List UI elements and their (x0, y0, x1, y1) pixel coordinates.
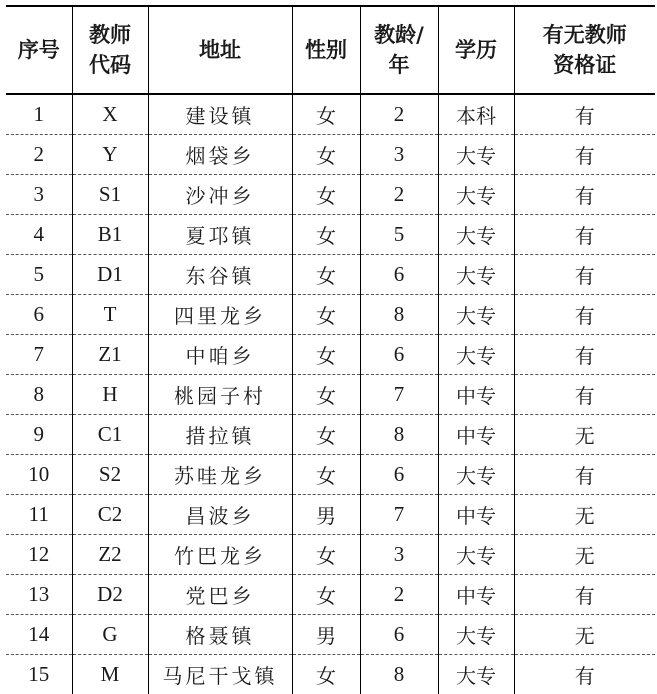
cell-address: 竹巴龙乡 (148, 535, 292, 575)
cell-address: 烟袋乡 (148, 135, 292, 175)
table-row (6, 655, 655, 694)
cell-teacher-code: S2 (72, 455, 148, 495)
cell-gender: 女 (292, 94, 360, 135)
cell-gender: 女 (292, 175, 360, 215)
table-row (6, 495, 655, 535)
table-row (6, 455, 655, 495)
cell-address: 党巴乡 (148, 575, 292, 615)
table-row (6, 615, 655, 655)
cell-teaching-years: 6 (360, 455, 438, 495)
cell-teaching-years: 2 (360, 575, 438, 615)
cell-teacher-code: T (72, 295, 148, 335)
cell-certificate: 有 (514, 655, 655, 694)
cell-teaching-years: 6 (360, 255, 438, 295)
cell-index: 8 (6, 375, 72, 415)
cell-education: 大专 (438, 215, 514, 255)
header-teaching-years (360, 6, 438, 94)
cell-index: 3 (6, 175, 72, 215)
cell-address: 苏哇龙乡 (148, 455, 292, 495)
cell-teacher-code: Z2 (72, 535, 148, 575)
header-line: 教师 (89, 23, 131, 47)
header-row (6, 6, 655, 94)
cell-teaching-years: 2 (360, 175, 438, 215)
cell-gender: 女 (292, 375, 360, 415)
cell-teaching-years: 6 (360, 615, 438, 655)
cell-teaching-years: 6 (360, 335, 438, 375)
cell-teacher-code: Z1 (72, 335, 148, 375)
cell-teaching-years: 5 (360, 215, 438, 255)
cell-gender: 女 (292, 655, 360, 694)
cell-teacher-code: X (72, 94, 148, 135)
cell-education: 大专 (438, 615, 514, 655)
cell-teacher-code: M (72, 655, 148, 694)
cell-address: 马尼干戈镇 (148, 655, 292, 694)
cell-education: 大专 (438, 135, 514, 175)
table-row (6, 175, 655, 215)
header-line: 序号 (18, 38, 60, 62)
cell-education: 中专 (438, 415, 514, 455)
cell-index: 5 (6, 255, 72, 295)
cell-certificate: 有 (514, 575, 655, 615)
table-row (6, 215, 655, 255)
table-row (6, 375, 655, 415)
cell-teacher-code: H (72, 375, 148, 415)
cell-certificate: 有 (514, 255, 655, 295)
cell-address: 中咱乡 (148, 335, 292, 375)
cell-certificate: 无 (514, 495, 655, 535)
cell-gender: 男 (292, 495, 360, 535)
table-row (6, 415, 655, 455)
table-header (6, 6, 655, 94)
header-line: 资格证 (553, 53, 616, 77)
cell-education: 大专 (438, 455, 514, 495)
cell-teaching-years: 8 (360, 415, 438, 455)
cell-index: 13 (6, 575, 72, 615)
cell-gender: 女 (292, 455, 360, 495)
cell-certificate: 有 (514, 375, 655, 415)
cell-teacher-code: Y (72, 135, 148, 175)
header-address (148, 6, 292, 94)
header-teacher-code (72, 6, 148, 94)
table-row (6, 575, 655, 615)
header-line: 地址 (199, 38, 241, 62)
cell-education: 大专 (438, 655, 514, 694)
header-line: 学历 (455, 38, 497, 62)
table-row (6, 295, 655, 335)
header-certificate (514, 6, 655, 94)
cell-education: 本科 (438, 94, 514, 135)
header-gender (292, 6, 360, 94)
cell-index: 15 (6, 655, 72, 694)
cell-teaching-years: 7 (360, 495, 438, 535)
table-row (6, 94, 655, 135)
cell-certificate: 有 (514, 175, 655, 215)
cell-teacher-code: S1 (72, 175, 148, 215)
cell-teacher-code: D2 (72, 575, 148, 615)
cell-gender: 女 (292, 135, 360, 175)
cell-index: 11 (6, 495, 72, 535)
cell-gender: 女 (292, 415, 360, 455)
cell-certificate: 无 (514, 615, 655, 655)
cell-teaching-years: 2 (360, 94, 438, 135)
cell-certificate: 有 (514, 335, 655, 375)
cell-index: 10 (6, 455, 72, 495)
cell-address: 夏邛镇 (148, 215, 292, 255)
cell-gender: 女 (292, 535, 360, 575)
cell-gender: 男 (292, 615, 360, 655)
cell-gender: 女 (292, 575, 360, 615)
cell-gender: 女 (292, 215, 360, 255)
header-line: 年 (389, 53, 410, 77)
cell-address: 昌波乡 (148, 495, 292, 535)
cell-address: 格聂镇 (148, 615, 292, 655)
cell-education: 大专 (438, 255, 514, 295)
teacher-table (6, 5, 655, 694)
cell-address: 东谷镇 (148, 255, 292, 295)
header-line: 性别 (305, 38, 347, 62)
cell-certificate: 无 (514, 415, 655, 455)
cell-gender: 女 (292, 255, 360, 295)
cell-index: 4 (6, 215, 72, 255)
cell-education: 大专 (438, 335, 514, 375)
cell-address: 建设镇 (148, 94, 292, 135)
cell-certificate: 有 (514, 94, 655, 135)
cell-teaching-years: 3 (360, 535, 438, 575)
cell-index: 9 (6, 415, 72, 455)
cell-index: 6 (6, 295, 72, 335)
cell-gender: 女 (292, 335, 360, 375)
cell-teaching-years: 7 (360, 375, 438, 415)
cell-index: 2 (6, 135, 72, 175)
cell-education: 中专 (438, 495, 514, 535)
table-row (6, 255, 655, 295)
cell-education: 中专 (438, 575, 514, 615)
cell-teacher-code: G (72, 615, 148, 655)
cell-teacher-code: C2 (72, 495, 148, 535)
table-row (6, 335, 655, 375)
cell-index: 1 (6, 94, 72, 135)
cell-address: 四里龙乡 (148, 295, 292, 335)
header-line: 有无教师 (543, 23, 627, 47)
header-line: 代码 (89, 53, 131, 77)
cell-teaching-years: 8 (360, 655, 438, 694)
cell-address: 沙冲乡 (148, 175, 292, 215)
cell-education: 大专 (438, 535, 514, 575)
header-line: 教龄/ (374, 23, 424, 47)
cell-teacher-code: C1 (72, 415, 148, 455)
table-body (6, 94, 655, 694)
cell-education: 中专 (438, 375, 514, 415)
cell-gender: 女 (292, 295, 360, 335)
cell-certificate: 有 (514, 455, 655, 495)
cell-certificate: 有 (514, 295, 655, 335)
cell-teacher-code: B1 (72, 215, 148, 255)
cell-index: 7 (6, 335, 72, 375)
cell-teacher-code: D1 (72, 255, 148, 295)
cell-address: 桃园子村 (148, 375, 292, 415)
header-index (6, 6, 72, 94)
cell-address: 措拉镇 (148, 415, 292, 455)
table-row (6, 135, 655, 175)
cell-education: 大专 (438, 175, 514, 215)
cell-teaching-years: 3 (360, 135, 438, 175)
cell-teaching-years: 8 (360, 295, 438, 335)
cell-education: 大专 (438, 295, 514, 335)
cell-certificate: 有 (514, 135, 655, 175)
header-education (438, 6, 514, 94)
cell-certificate: 无 (514, 535, 655, 575)
cell-index: 14 (6, 615, 72, 655)
table-row (6, 535, 655, 575)
cell-index: 12 (6, 535, 72, 575)
cell-certificate: 有 (514, 215, 655, 255)
